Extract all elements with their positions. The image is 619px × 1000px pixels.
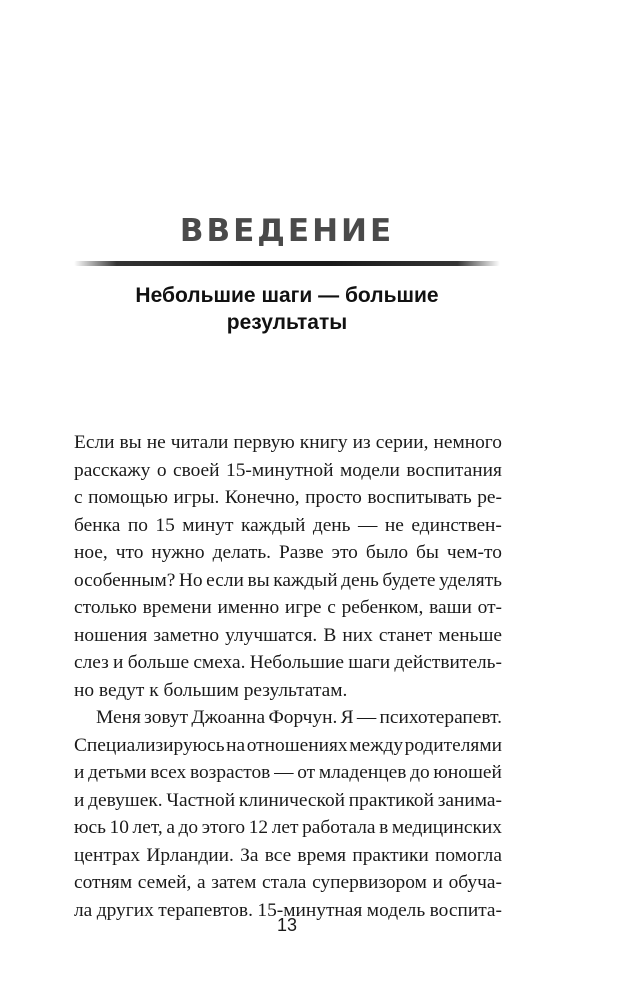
text-line: слез и больше смеха. Небольшие шаги действитель-: [74, 652, 502, 673]
text-line: ношения заметно улучшатся. В них станет меньше: [74, 624, 502, 646]
text-line: Меня зовут Джоанна Форчун. Я — психотерапевт.: [96, 707, 502, 728]
text-line: столько времени именно игре с ребенком, ваши от-: [74, 597, 502, 618]
text-line: сотням семей, а затем стала супервизором и обуча-: [74, 872, 502, 893]
chapter-heading: ВВЕДЕНИЕ: [179, 213, 395, 249]
body-text: [74, 429, 502, 924]
text-line: Если вы не читали первую книгу из серии, немного: [74, 432, 502, 453]
text-line: центрах Ирландии. За все время практики помогла: [74, 844, 502, 866]
heading-divider: [74, 261, 500, 266]
text-line: и детьми всех возрастов — от младенцев до юношей: [74, 762, 502, 783]
text-line: Специализируюсь на отношениях между родителями: [74, 734, 502, 756]
subtitle-line-2: результаты: [226, 311, 348, 334]
text-line: и девушек. Частной клинической практикой занима-: [74, 789, 502, 811]
page-number: 13: [276, 915, 298, 935]
text-line: юсь 10 лет, а до этого 12 лет работала в медицинских: [74, 817, 502, 838]
text-line: бенка по 15 минут каждый день — не единствен-: [74, 514, 502, 536]
text-line: ла других терапевтов. 15-минутная модель воспита-: [74, 899, 502, 921]
text-line: расскажу о своей 15-минутной модели воспитания: [74, 459, 502, 481]
subtitle-line-1: Небольшие шаги — большие: [135, 284, 439, 307]
text-line: но ведут к большим результатам.: [74, 679, 348, 701]
text-line: с помощью игры. Конечно, просто воспитывать ре-: [74, 487, 502, 508]
text-line: особенным? Но если вы каждый день будете уделять: [74, 569, 502, 591]
chapter-subtitle: [80, 282, 494, 336]
paragraph-2: [74, 704, 502, 924]
text-line: ное, что нужно делать. Разве это было бы чем-то: [74, 542, 502, 563]
paragraph-1: [74, 429, 502, 704]
